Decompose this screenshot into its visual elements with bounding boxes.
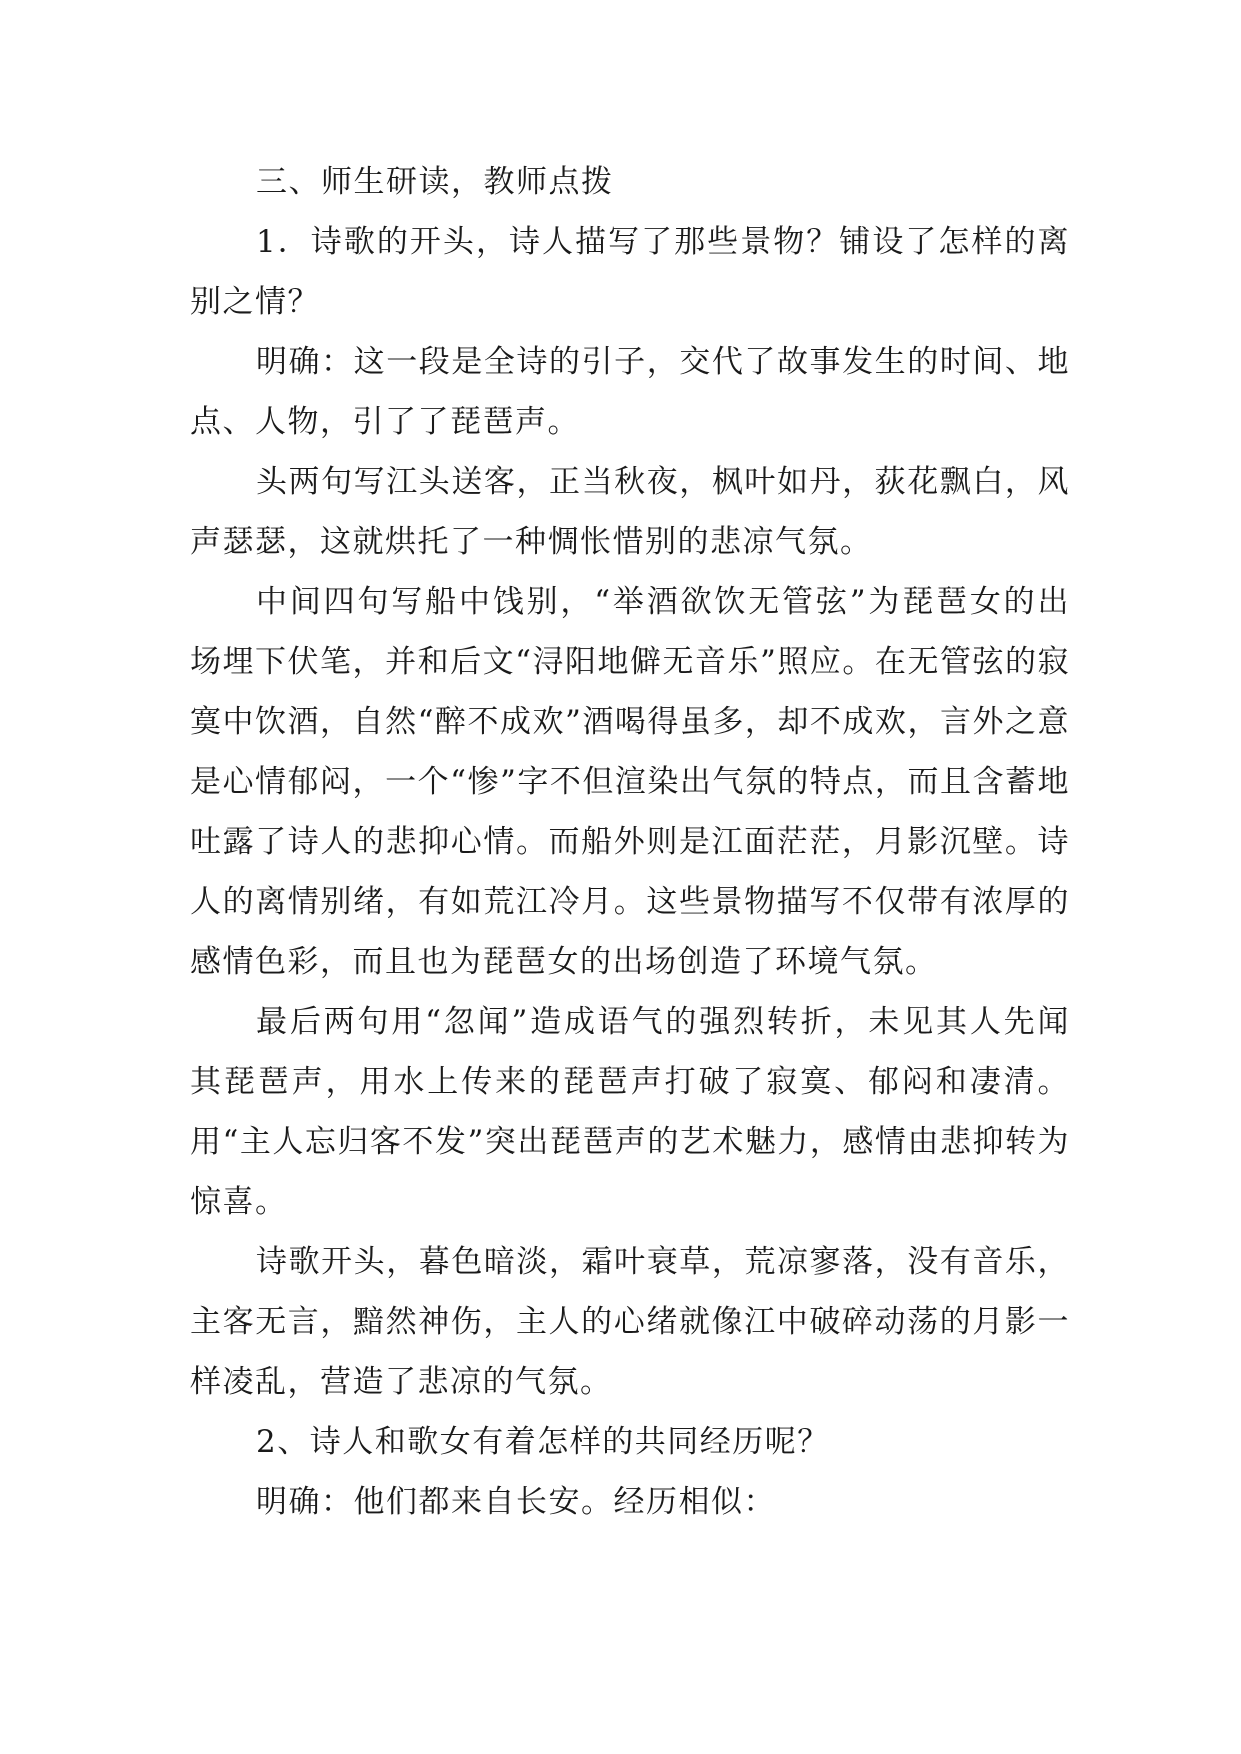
question-1: 1．诗歌的开头，诗人描写了那些景物？铺设了怎样的离别之情？ xyxy=(190,224,1070,320)
question-2: 2、诗人和歌女有着怎样的共同经历呢？ xyxy=(256,1424,830,1460)
analysis-paragraph: 中间四句写船中饯别，“举酒欲饮无管弦”为琵琶女的出场埋下伏笔，并和后文“浔阳地僻无音乐”照应。在无管弦的寂寞中饮酒，自然“醉不成欢”酒喝得虽多，却不成欢，言外之意是心情郁闷，一个“惨”字不但渲染出气氛的特点，而且含蓄地吐露了诗人的悲抑心情。而船外则是江面茫茫，月影沉壁。诗人的离情别绪，有如荒江冷月。这些景物描写不仅带有浓厚的感情色彩，而且也为琵琶女的出场创造了环境气氛。 xyxy=(190,584,1070,980)
analysis-paragraph: 最后两句用“忽闻”造成语气的强烈转折，未见其人先闻其琵琶声，用水上传来的琵琶声打破了寂寞、郁闷和凄清。用“主人忘归客不发”突出琵琶声的艺术魅力，感情由悲抑转为惊喜。 xyxy=(190,1004,1070,1220)
summary-paragraph: 诗歌开头，暮色暗淡，霜叶衰草，荒凉寥落，没有音乐，主客无言，黯然神伤，主人的心绪就像江中破碎动荡的月影一样凌乱，营造了悲凉的气氛。 xyxy=(190,1244,1070,1400)
section-heading: 三、师生研读，教师点拨 xyxy=(256,164,614,200)
document-body xyxy=(190,152,1070,1532)
answer-paragraph: 明确：这一段是全诗的引子，交代了故事发生的时间、地点、人物，引了了琵琶声。 xyxy=(190,344,1070,440)
answer-paragraph: 明确：他们都来自长安。经历相似： xyxy=(256,1484,776,1520)
analysis-paragraph: 头两句写江头送客，正当秋夜，枫叶如丹，荻花飘白，风声瑟瑟，这就烘托了一种惆怅惜别的悲凉气氛。 xyxy=(190,464,1070,560)
